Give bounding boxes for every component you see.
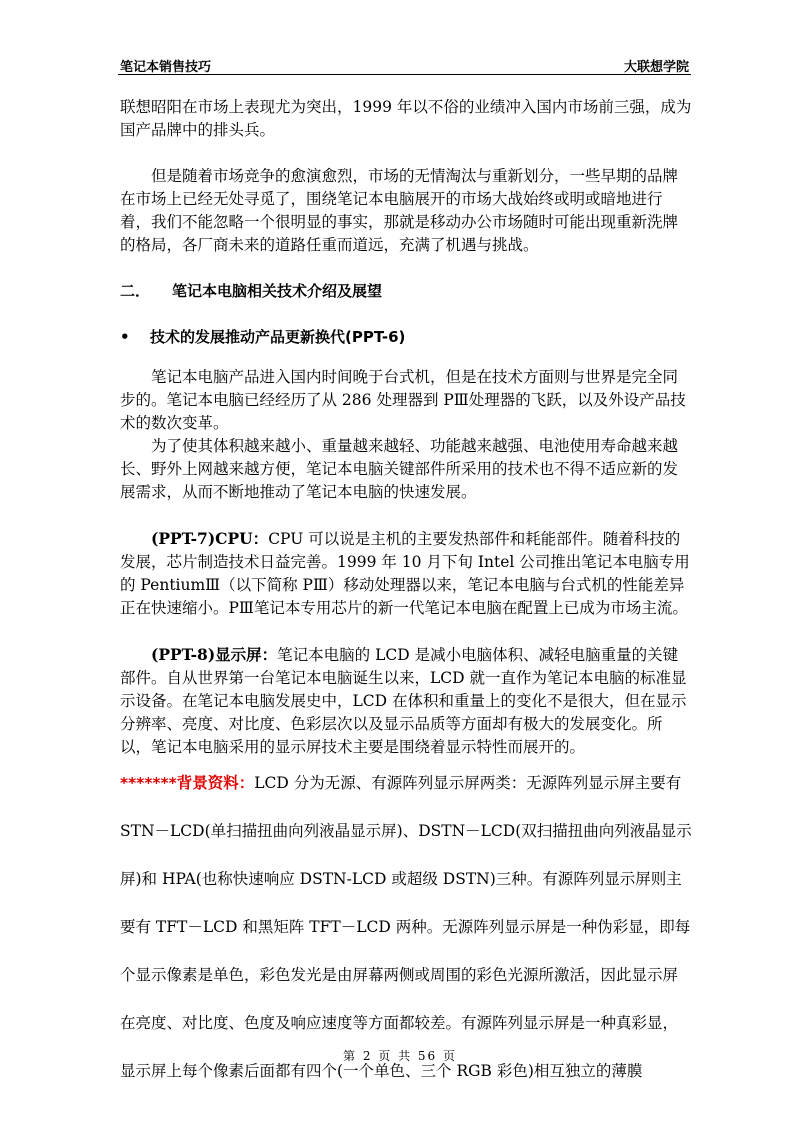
paragraph-4: 为了使其体积越来越小、重量越来越轻、功能越来越强、电池使用寿命越来越长、野外上网越来越方便，笔记本电脑关键部件所采用的技术也不得不适应新的发展需求，从而不断地推动了笔记本电脑的快速发展。 — [120, 437, 679, 501]
paragraph-cpu — [120, 527, 692, 620]
background-label: *******背景资料： — [120, 774, 255, 792]
background-text: LCD 分为无源、有源阵列显示屏两类：无源阵列显示屏主要有 STN－LCD(单扫描扭曲向列液晶显示屏)、DSTN－LCD(双扫描扭曲向列液晶显示屏)和 HPA(也称快速响应 DSTN-LCD 或超级 DSTN)三种。有源阵列显示屏则主要有 TFT－LCD 和黑矩阵 TFT－LCD 两种。无源阵列显示屏是一种伪彩显，即每个显示像素是单色，彩色发光是由屏幕两侧或周围的彩色光源所激活，因此显示屏在亮度、对比度、色度及响应速度等方面都较差。有源阵列显示屏是一种真彩显，显示屏上每个像素后面都有四个(一个单色、三个 RGB 彩色)相互独立的薄膜 — [120, 774, 692, 1080]
cpu-label: (PPT-7)CPU： — [151, 529, 269, 548]
paragraph-3: 笔记本电脑产品进入国内时间晚于台式机，但是在技术方面则与世界是完全同步的。笔记本电脑已经经历了从 286 处理器到 PⅢ处理器的飞跃，以及外设产品技术的数次变革。 — [120, 368, 686, 432]
cpu-text: CPU 可以说是主机的主要发热部件和耗能部件。随着科技的发展，芯片制造技术日益完善。1999 年 10 月下旬 Intel 公司推出笔记本电脑专用的 PentiumⅢ（以下简称 PⅢ）移动处理器以来，笔记本电脑与台式机的性能差异正在快速缩小。PⅢ笔记本专用芯片的新一代笔记本电脑在配置上已成为市场主流。 — [120, 530, 690, 617]
header-title: 笔记本销售技巧 — [120, 60, 212, 75]
section-title: 笔记本电脑相关技术介绍及展望 — [172, 282, 383, 300]
bullet-title: 技术的发展推动产品更新换代(PPT-6) — [150, 328, 406, 346]
bullet-icon: • — [120, 328, 130, 346]
background-info — [120, 759, 692, 1095]
display-label: (PPT-8)显示屏： — [151, 645, 278, 664]
bullet-heading — [120, 326, 692, 349]
header-org: 大联想学院 — [623, 60, 689, 75]
paragraph-display — [120, 643, 692, 759]
page-header — [118, 54, 691, 75]
paragraph-2: 但是随着市场竞争的愈演愈烈，市场的无情淘汰与重新划分，一些早期的品牌在市场上已经无处寻觅了，围绕笔记本电脑展开的市场大战始终或明或暗地进行着，我们不能忽略一个很明显的事实，那就是移动办公市场随时可能出现重新洗牌的格局，各厂商未来的道路任重而道远，充满了机遇与挑战。 — [120, 167, 679, 254]
document-body — [120, 96, 692, 1095]
paragraph-1: 联想昭阳在市场上表现尤为突出，1999 年以不俗的业绩冲入国内市场前三强，成为国产品牌中的排头兵。 — [120, 98, 692, 139]
section-number: 二． — [120, 282, 151, 300]
page-number: 第 2 页 共 56 页 — [343, 1049, 457, 1063]
section-heading — [120, 280, 692, 303]
display-text: 笔记本电脑的 LCD 是减小电脑体积、减轻电脑重量的关键部件。自从世界第一台笔记本电脑诞生以来，LCD 就一直作为笔记本电脑的标准显示设备。在笔记本电脑发展史中，LCD 在体积和重量上的变化不是很大，但在显示分辨率、亮度、对比度、色彩层次以及显示品质等方面却有极大的发展变化。所以，笔记本电脑采用的显示屏技术主要是围绕着显示特性而展开的。 — [120, 646, 687, 756]
